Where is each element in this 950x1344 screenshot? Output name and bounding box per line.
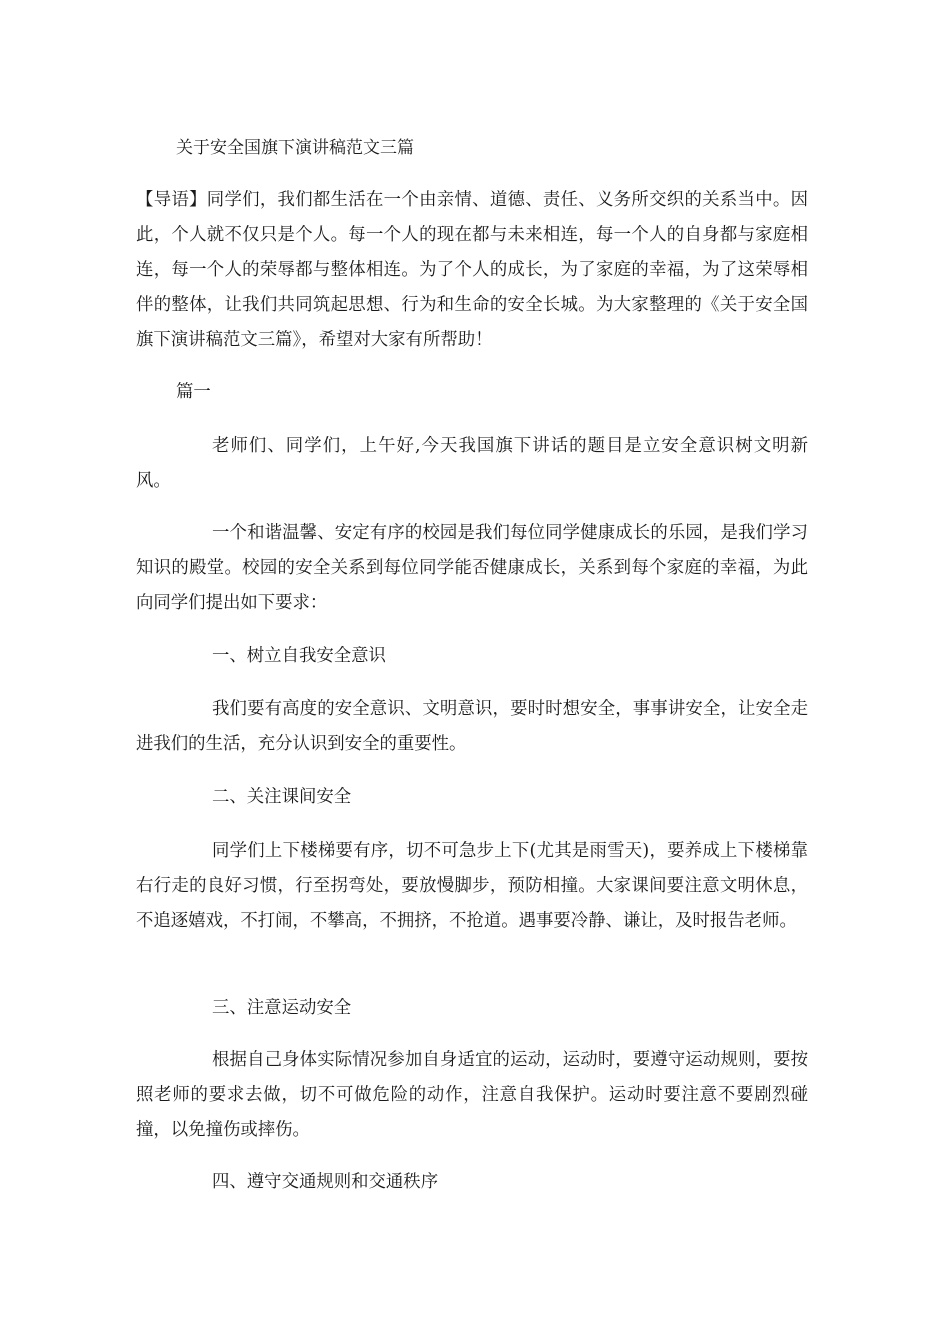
intro-paragraph: 【导语】同学们，我们都生活在一个由亲情、道德、责任、义务所交织的关系当中。因此，个人就不仅只是个人。每一个人的现在都与未来相连，每一个人的自身都与家庭相连，每一个人的荣辱都与整体相连。为了个人的成长，为了家庭的幸福，为了这荣辱相伴的整体，让我们共同筑起思想、行为和生命的安全长城。为大家整理的《关于安全国旗下演讲稿范文三篇》，希望对大家有所帮助！ bbox=[136, 190, 808, 350]
part-one-label: 篇一 bbox=[176, 382, 211, 402]
section2-paragraph: 同学们上下楼梯要有序，切不可急步上下(尤其是雨雪天)，要养成上下楼梯靠右行走的良好习惯，行至拐弯处，要放慢脚步，预防相撞。大家课间要注意文明休息，不追逐嬉戏，不打闹，不攀高，不拥挤，不抢道。遇事要冷静、谦让，及时报告老师。 bbox=[136, 841, 808, 931]
section3-heading: 三、注意运动安全 bbox=[212, 998, 352, 1018]
section1-paragraph: 我们要有高度的安全意识、文明意识，要时时想安全，事事讲安全，让安全走进我们的生活，充分认识到安全的重要性。 bbox=[136, 699, 808, 754]
section1-heading: 一、树立自我安全意识 bbox=[212, 646, 386, 666]
greeting-paragraph: 老师们、同学们，上午好,今天我国旗下讲话的题目是立安全意识树文明新风。 bbox=[136, 436, 808, 491]
section2-heading: 二、关注课间安全 bbox=[212, 787, 352, 807]
section4-heading: 四、遵守交通规则和交通秩序 bbox=[212, 1172, 439, 1192]
section3-paragraph: 根据自己身体实际情况参加自身适宜的运动，运动时，要遵守运动规则，要按照老师的要求去做，切不可做危险的动作，注意自我保护。运动时要注意不要剧烈碰撞，以免撞伤或摔伤。 bbox=[136, 1050, 808, 1140]
document-title: 关于安全国旗下演讲稿范文三篇 bbox=[176, 138, 414, 158]
opening-paragraph: 一个和谐温馨、安定有序的校园是我们每位同学健康成长的乐园，是我们学习知识的殿堂。校园的安全关系到每位同学能否健康成长，关系到每个家庭的幸福，为此向同学们提出如下要求： bbox=[136, 523, 808, 613]
